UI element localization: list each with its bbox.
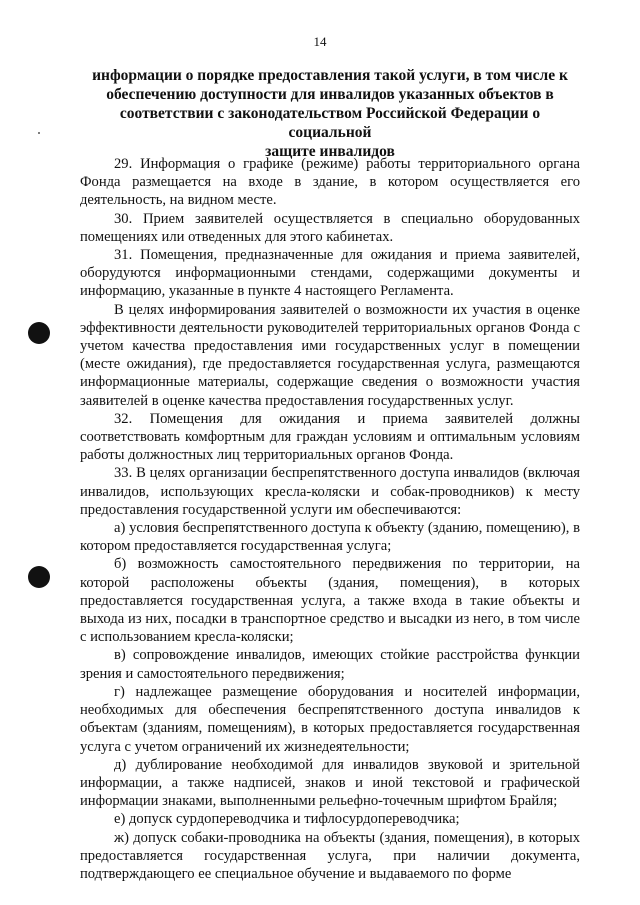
paragraph-31: 31. Помещения, предназначенные для ожидания и приема заявителей, оборудуются информационными стендами, содержащими документы и информацию, указанные в пункте 4 настоящего Регламента. [80,247,580,300]
punch-hole [28,566,50,588]
heading-line: соответствии с законодательством Российской Федерации о социальной [119,105,541,141]
list-item-d: д) дублирование необходимой для инвалидов звуковой и зрительной информации, а также надписей, знаков и иной текстовой и графической информации знаками, выполненными рельефно-точечным шрифтом Брайля; [80,756,580,810]
paragraph-30: 30. Прием заявителей осуществляется в специально оборудованных помещениях или отведенных для этого кабинетах. [80,210,580,245]
heading-line: информации о порядке предоставления такой услуги, в том числе к [92,67,568,84]
paragraph-31-continued: В целях информирования заявителей о возможности их участия в оценке эффективности деятельности руководителей территориальных органов Фонда с учетом качества предоставления ими государственных услуг в помещении (месте ожидания), где предоставляется государственная услуга, размещаются информационные материалы, содержащие сведения о возможности участия заявителей в оценке качества предоставления государственных услуг. [80,301,580,409]
document-body [80,155,580,883]
list-item-e: е) допуск сурдопереводчика и тифлосурдопереводчика; [114,811,460,828]
list-item-a: а) условия беспрепятственного доступа к объекту (зданию, помещению), в котором предоставляется государственная услуга; [80,520,580,555]
page-number: 14 [313,34,327,49]
paragraph-32: 32. Помещения для ожидания и приема заявителей должны соответствовать комфортным для граждан условиям и оптимальным условиям работы должностных лиц территориальных органов Фонда. [80,410,580,464]
heading-line: обеспечению доступности для инвалидов указанных объектов в [106,86,554,103]
heading-line: защите инвалидов [265,143,395,160]
list-item-g: г) надлежащее размещение оборудования и носителей информации, необходимых для обеспечения беспрепятственного доступа инвалидов к объектам (зданиям, помещениям), в которых предоставляется государственная услуга с учетом ограничений их жизнедеятельности; [80,683,580,755]
paragraph-29: 29. Информация о графике (режиме) работы территориального органа Фонда размещается на входе в здание, в котором осуществляется его деятельность, на видном месте. [80,156,580,209]
section-heading [80,66,580,161]
list-item-zh: ж) допуск собаки-проводника на объекты (здания, помещения), в которых предоставляется государственная услуга, при наличии документа, подтверждающего ее специальное обучение и выдаваемого по форме [80,829,580,882]
paragraph-33: 33. В целях организации беспрепятственного доступа инвалидов (включая инвалидов, использующих кресла-коляски и собак-проводников) к месту предоставления государственной услуги им обеспечиваются: [80,465,580,518]
list-item-v: в) сопровождение инвалидов, имеющих стойкие расстройства функции зрения и самостоятельного передвижения; [80,647,580,682]
list-item-b: б) возможность самостоятельного передвижения по территории, на которой расположены объекты (здания, помещения), в которых предоставляется государственная услуга, а также входа в такие объекты и выхода из них, посадки в транспортное средство и высадки из него, в том числе с использованием кресла-коляски; [80,556,580,646]
scan-speck [38,132,40,134]
punch-hole [28,322,50,344]
